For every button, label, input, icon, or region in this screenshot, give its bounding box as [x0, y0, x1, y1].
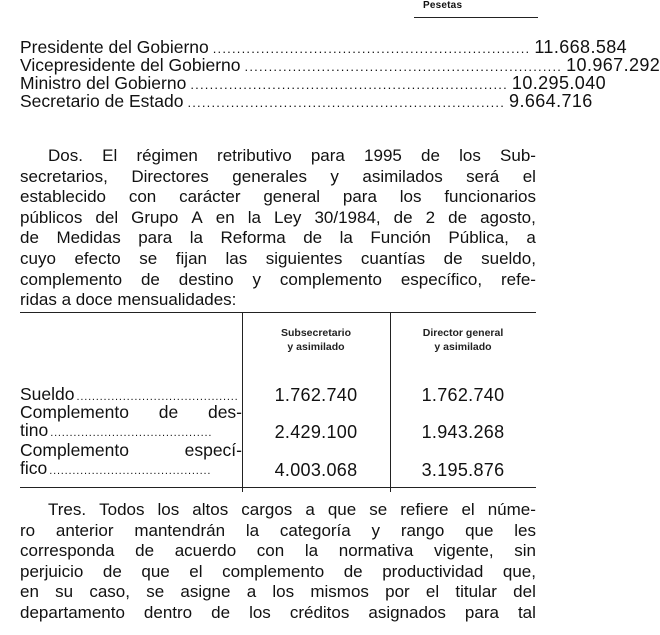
- paragraph-dos: [20, 146, 536, 311]
- row-label-text: Complemento especí-: [20, 440, 242, 460]
- unit-header: Pesetas: [423, 0, 463, 11]
- salary-value: 11.668.584: [534, 37, 628, 57]
- leader-dots: ..................................................................: [190, 77, 508, 92]
- salary-label: Secretario de Estado: [20, 91, 184, 111]
- column-header-line: Director general: [422, 327, 504, 339]
- leader-dots: ..........................................: [50, 427, 213, 439]
- table-rule-bottom: [20, 487, 536, 488]
- text-line: ro anterior mantendrán la categoría y rango que les: [20, 520, 536, 540]
- column-header-line: y asimilado: [434, 341, 492, 353]
- table-rule-top: [20, 312, 536, 313]
- table-cell: 1.762.740: [421, 385, 505, 405]
- leader-dots: ..................................................................: [212, 41, 531, 56]
- header-rule: [414, 17, 538, 18]
- salary-row: [20, 55, 660, 75]
- salary-label: Presidente del Gobierno: [20, 37, 209, 57]
- text-line: secretarios, Directores generales y asimilados será el: [20, 166, 536, 186]
- text-line: de Medidas para la Reforma de la Función Pública, a: [20, 228, 536, 248]
- row-label-text: Sueldo: [20, 384, 75, 404]
- table-cell: 1.943.268: [421, 422, 505, 442]
- column-header-line: Subsecretario: [280, 327, 352, 339]
- column-header-director: [390, 326, 536, 354]
- text-line: perjuicio de que el complemento de productividad que,: [20, 561, 536, 581]
- row-label-text: Complemento de des-: [20, 402, 242, 422]
- salary-list: [20, 37, 660, 111]
- table-cell: 2.429.100: [274, 422, 358, 442]
- text-line: complemento de destino y complemento específico, refe-: [20, 269, 536, 289]
- text-line: públicos del Grupo A en la Ley 30/1984, de 2 de agosto,: [20, 207, 536, 227]
- text-line: en su caso, se asigne a los mismos por el titular del: [20, 582, 536, 602]
- row-label-text: tino: [20, 420, 49, 440]
- salary-row: [20, 37, 628, 57]
- leader-dots: ..................................................................: [244, 59, 563, 74]
- salary-value: 10.967.292: [566, 55, 660, 75]
- text-line: departamento dentro de los créditos asignados para tal: [20, 602, 536, 622]
- paragraph-tres: [20, 500, 536, 624]
- table-cell: 1.762.740: [274, 385, 358, 405]
- text-line: establecido con carácter general para los funcionarios: [20, 187, 536, 207]
- column-header-line: y asimilado: [287, 341, 345, 353]
- leader-dots: ..........................................: [49, 465, 212, 477]
- table-row-label: [20, 403, 242, 442]
- retribution-table: [20, 312, 536, 492]
- table-cell: 4.003.068: [274, 460, 358, 480]
- text-line: Dos. El régimen retributivo para 1995 de los Sub-: [48, 146, 536, 165]
- salary-label: Ministro del Gobierno: [20, 73, 187, 93]
- text-line: corresponda de acuerdo con la normativa vigente, sin: [20, 541, 536, 561]
- text-line: ridas a doce mensualidades:: [20, 290, 237, 310]
- leader-dots: ..........................................: [76, 391, 239, 403]
- leader-dots: ..................................................................: [187, 95, 506, 110]
- salary-value: 9.664.716: [509, 91, 593, 111]
- text-line: Tres. Todos los altos cargos a que se refiere el núme-: [48, 500, 536, 519]
- salary-row: [20, 73, 607, 93]
- text-line: cuyo efecto se fijan las siguientes cuantías de sueldo,: [20, 248, 536, 268]
- salary-row: [20, 91, 593, 111]
- table-row-label: [20, 441, 242, 480]
- table-cell: 3.195.876: [421, 460, 505, 480]
- salary-value: 10.295.040: [511, 73, 607, 93]
- column-header-subsecretario: [242, 326, 390, 354]
- salary-label: Vicepresidente del Gobierno: [20, 55, 241, 75]
- row-label-text: fico: [20, 458, 48, 478]
